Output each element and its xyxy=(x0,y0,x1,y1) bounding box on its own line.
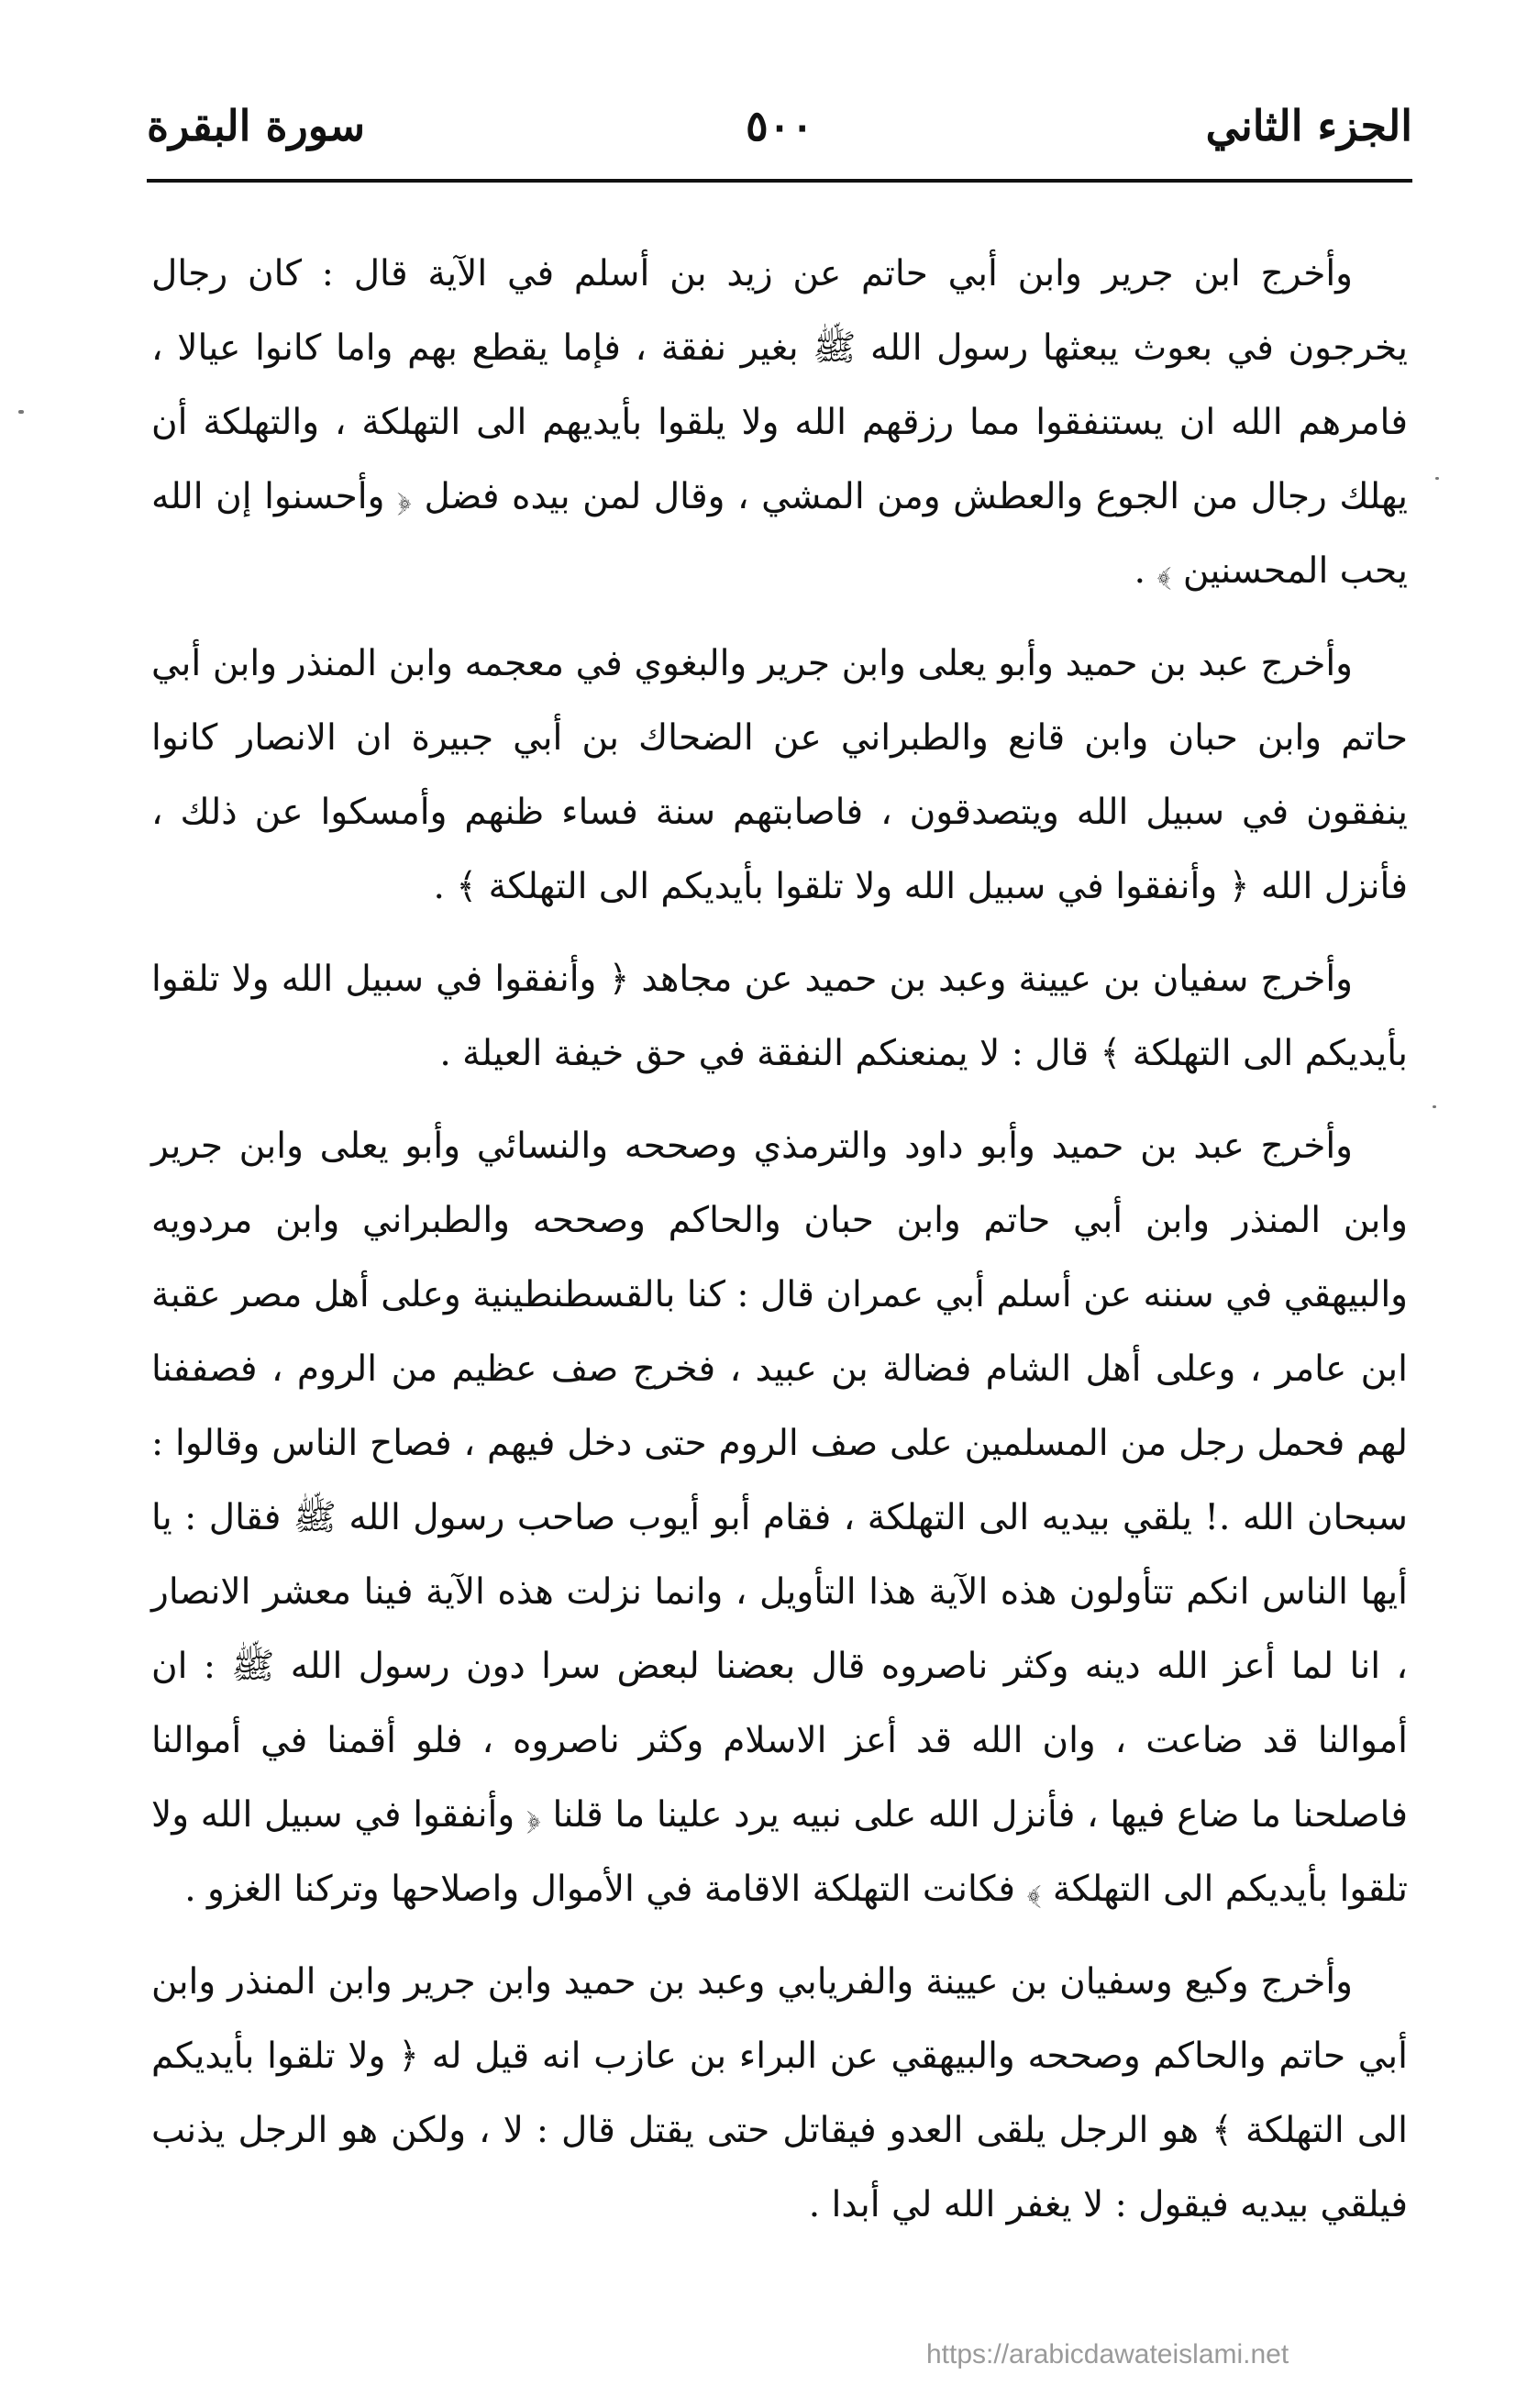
page-body xyxy=(151,237,1408,2260)
surah-title: سورة البقرة xyxy=(147,101,366,150)
paragraph: وأخرج ابن جرير وابن أبي حاتم عن زيد بن أسلم في الآية قال : كان رجال يخرجون في بعوث يبعثها رسول الله ﷺ بغير نفقة ، فإما يقطع بهم واما كانوا عيالا ، فامرهم الله ان يستنفقوا مما رزقهم الله ولا يلقوا بأيديهم الى التهلكة ، والتهلكة أن يهلك رجال من الجوع والعطش ومن المشي ، وقال لمن بيده فضل ﴿ وأحسنوا إن الله يحب المحسنين ﴾ . xyxy=(151,253,1408,592)
page-header xyxy=(147,84,1412,167)
paragraph: وأخرج عبد بن حميد وأبو يعلى وابن جرير والبغوي في معجمه وابن المنذر وابن أبي حاتم وابن حبان وابن قانع والطبراني عن الضحاك بن أبي جبيرة ان الانصار كانوا ينفقون في سبيل الله ويتصدقون ، فاصابتهم سنة فساء ظنهم وأمسكوا عن ذلك ، فأنزل الله ﴿ وأنفقوا في سبيل الله ولا تلقوا بأيديكم الى التهلكة ﴾ . xyxy=(151,643,1408,907)
part-title: الجزء الثاني xyxy=(1205,101,1412,150)
page-number: ٥٠٠ xyxy=(745,101,814,150)
scan-speck xyxy=(1435,477,1439,480)
paragraph: وأخرج وكيع وسفيان بن عيينة والفريابي وعبد بن حميد وابن جرير وابن المنذر وابن أبي حاتم والحاكم وصححه والبيهقي عن البراء بن عازب انه قيل له ﴿ ولا تلقوا بأيديكم الى التهلكة ﴾ هو الرجل يلقى العدو فيقاتل حتى يقتل قال : لا ، ولكن هو الرجل يذنب فيلقي بيديه فيقول : لا يغفر الله لي أبدا . xyxy=(151,1961,1408,2225)
watermark-url: https://arabicdawateislami.net xyxy=(926,2339,1289,2369)
paragraph: وأخرج سفيان بن عيينة وعبد بن حميد عن مجاهد ﴿ وأنفقوا في سبيل الله ولا تلقوا بأيديكم الى التهلكة ﴾ قال : لا يمنعنكم النفقة في حق خيفة العيلة . xyxy=(151,959,1408,1074)
scan-speck xyxy=(1433,1105,1436,1108)
scan-speck xyxy=(18,410,24,414)
paragraph: وأخرج عبد بن حميد وأبو داود والترمذي وصححه والنسائي وأبو يعلى وابن جرير وابن المنذر وابن أبي حاتم وابن حبان والحاكم وصححه والطبراني وابن مردويه والبيهقي في سننه عن أسلم أبي عمران قال : كنا بالقسطنطينية وعلى أهل مصر عقبة ابن عامر ، وعلى أهل الشام فضالة بن عبيد ، فخرج صف عظيم من الروم ، فصففنا لهم فحمل رجل من المسلمين على صف الروم حتى دخل فيهم ، فصاح الناس وقالوا : سبحان الله .! يلقي بيديه الى التهلكة ، فقام أبو أيوب صاحب رسول الله ﷺ فقال : يا أيها الناس انكم تتأولون هذه الآية هذا التأويل ، وانما نزلت هذه الآية فينا معشر الانصار ، انا لما أعز الله دينه وكثر ناصروه قال بعضنا لبعض سرا دون رسول الله ﷺ : ان أموالنا قد ضاعت ، وان الله قد أعز الاسلام وكثر ناصروه ، فلو أقمنا في أموالنا فاصلحنا ما ضاع فيها ، فأنزل الله على نبيه يرد علينا ما قلنا ﴿ وأنفقوا في سبيل الله ولا تلقوا بأيديكم الى التهلكة ﴾ فكانت التهلكة الاقامة في الأموال واصلاحها وتركنا الغزو . xyxy=(151,1126,1408,1910)
header-divider xyxy=(147,179,1412,183)
